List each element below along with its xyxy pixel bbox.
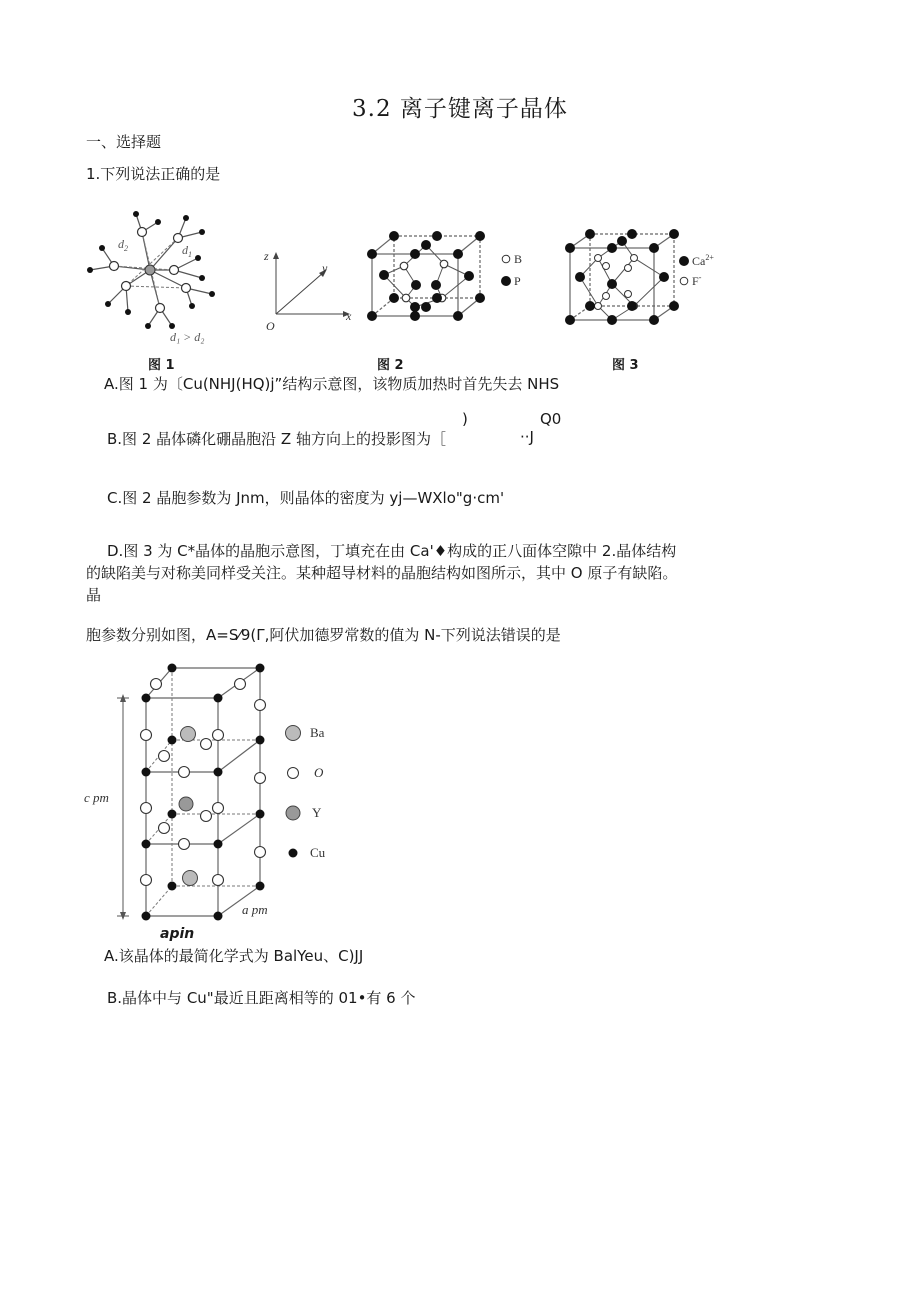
- fig1-d1-label: $d_1$: [182, 243, 192, 259]
- q1-option-b-fragment-2: Q0: [540, 410, 562, 428]
- legend-y-marker: [286, 806, 300, 820]
- axis-x-label: x: [346, 309, 352, 323]
- legend-ba-marker: [286, 726, 301, 741]
- fig1-d2-label: $d_2$: [118, 237, 128, 253]
- figure-3-caf2-unit-cell: [560, 226, 740, 334]
- figure-2-caption: 图 2: [377, 358, 404, 373]
- figure-1-caption: 图 1: [148, 358, 175, 373]
- q1-option-b-end: ··J: [520, 428, 534, 446]
- figure-2-bp-unit-cell: [364, 228, 544, 336]
- legend-f-marker: [680, 277, 688, 285]
- axis-y-label: y: [322, 261, 328, 275]
- question-1-stem: 1.下列说法正确的是: [86, 165, 221, 183]
- q1-option-c: C.图 2 晶胞参数为 Jnm，则晶体的密度为 yj—WXlo"g·cm': [107, 489, 505, 507]
- q2-option-a: A.该晶体的最简化学式为 BalYeu、C)JJ: [104, 947, 364, 965]
- a-dimension-label: a pm: [242, 902, 268, 917]
- q2-option-b: B.晶体中与 Cu"最近且距离相等的 01•有 6 个: [107, 989, 416, 1007]
- figure-superconductor-unit-cell: [80, 660, 340, 946]
- axis-origin-label: O: [266, 319, 275, 333]
- section-heading: 一、选择题: [86, 133, 162, 151]
- q1-option-b-fragment-1: ): [462, 410, 468, 428]
- q1-option-b: B.图 2 晶体磷化硼晶胞沿 Z 轴方向上的投影图为［: [107, 430, 446, 448]
- legend-y-label: Y: [312, 805, 322, 820]
- legend-p-marker: [501, 276, 511, 286]
- page-title: 3.2 离子键离子晶体: [352, 96, 568, 122]
- figure-1-complex-structure: [82, 208, 242, 348]
- legend-ca-marker: [679, 256, 689, 266]
- legend-ca-label: $Ca^{2+}$: [692, 253, 714, 268]
- bottom-dimension-label: apin: [160, 926, 195, 942]
- legend-p-label: P: [514, 274, 521, 288]
- q2-stem-continuation: 胞参数分别如图，A=S⁄9(Γ,阿伏加德罗常数的值为 N-下列说法错误的是: [86, 626, 561, 644]
- c-dimension-label: c pm: [84, 790, 109, 805]
- legend-ba-label: Ba: [310, 725, 325, 740]
- fig1-inequality: d₁ > d₂: [170, 330, 205, 344]
- legend-o-marker: [288, 768, 299, 779]
- q1-option-d-and-q2-stem: D.图 3 为 C*晶体的晶胞示意图，丁填充在由 Ca'♦构成的正八面体空隙中 2.晶体结构的缺陷美与对称美同样受关注。某种超导材料的晶胞结构如图所示，其中 O 原子有缺陷。晶: [86, 542, 678, 604]
- coordinate-axes: [258, 246, 358, 336]
- q1-option-a: A.图 1 为〔Cu(NHJ(HQ)j”结构示意图，该物质加热时首先失去 NHS: [104, 375, 560, 393]
- figure-3-caption: 图 3: [612, 358, 639, 373]
- legend-cu-label: Cu: [310, 845, 326, 860]
- legend-b-label: B: [514, 252, 523, 266]
- legend-b-marker: [502, 255, 510, 263]
- axis-z-label: z: [264, 249, 269, 263]
- legend-o-label: O: [314, 765, 324, 780]
- legend-cu-marker: [289, 849, 298, 858]
- legend-f-label: F-: [692, 273, 702, 288]
